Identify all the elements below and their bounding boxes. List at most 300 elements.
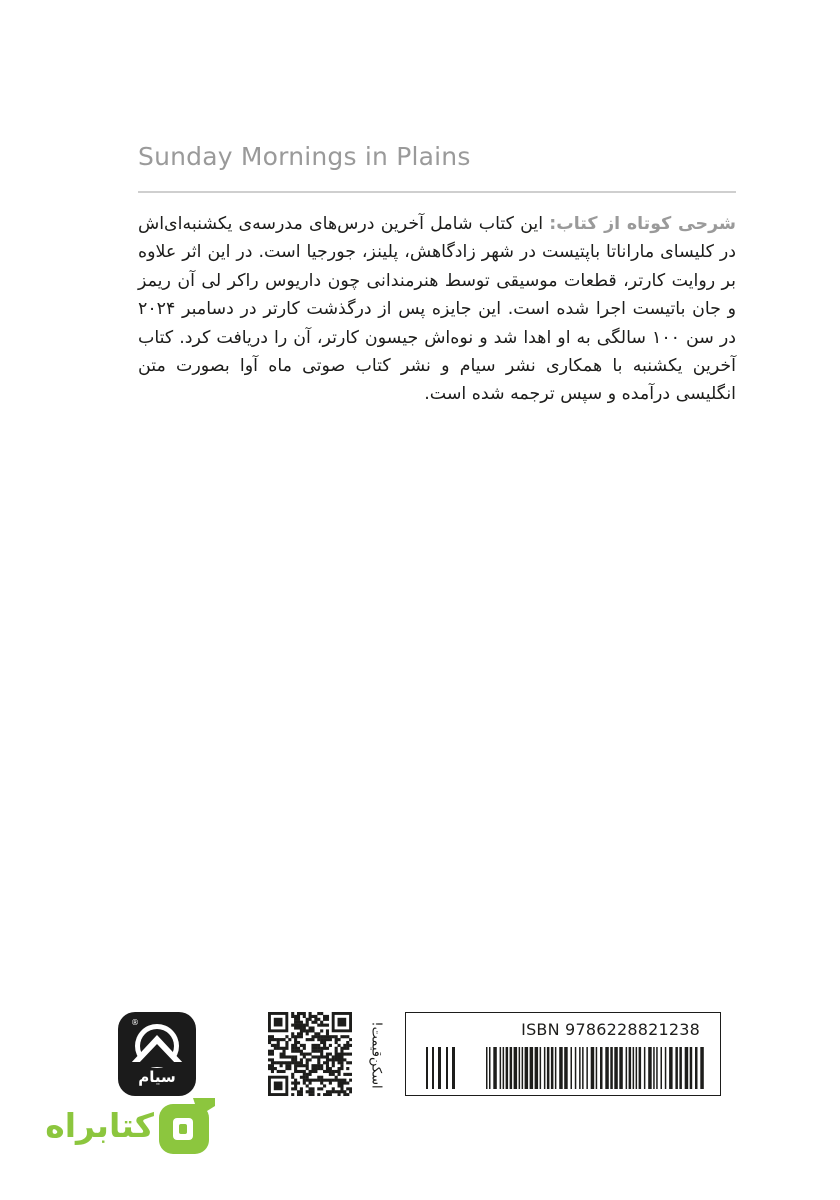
qr-module — [309, 1090, 312, 1093]
qr-module — [268, 1053, 271, 1056]
qr-module — [338, 1093, 341, 1096]
qr-module — [300, 1053, 303, 1056]
barcode-bar — [579, 1047, 581, 1089]
qr-module — [338, 1082, 341, 1085]
barcode-bar — [575, 1047, 577, 1089]
qr-module — [326, 1067, 329, 1070]
qr-module — [311, 1015, 314, 1018]
barcode-bar — [648, 1047, 652, 1089]
qr-module — [294, 1070, 297, 1073]
qr-finder — [274, 1082, 283, 1091]
barcode-bar — [636, 1047, 638, 1089]
qr-module — [309, 1082, 312, 1085]
qr-module — [282, 1038, 285, 1041]
qr-module — [323, 1047, 326, 1050]
barcode-bar — [506, 1047, 509, 1089]
barcode-bar — [679, 1047, 682, 1089]
qr-module — [314, 1047, 317, 1050]
qr-module — [309, 1015, 312, 1018]
qr-module — [309, 1038, 312, 1041]
barcode-bar — [639, 1047, 642, 1089]
qr-module — [271, 1064, 274, 1067]
qr-module — [291, 1047, 294, 1050]
qr-module — [280, 1064, 283, 1067]
qr-module — [314, 1015, 317, 1018]
qr-module — [320, 1041, 323, 1044]
qr-module — [338, 1038, 341, 1041]
qr-module — [280, 1047, 283, 1050]
qr-module — [306, 1079, 309, 1082]
qr-module — [294, 1058, 297, 1061]
qr-module — [303, 1044, 306, 1047]
qr-module — [338, 1084, 341, 1087]
qr-module — [291, 1055, 294, 1058]
qr-module — [329, 1079, 332, 1082]
barcode-bar — [653, 1047, 655, 1089]
qr-module — [340, 1082, 343, 1085]
qr-module — [294, 1061, 297, 1064]
barcode-bar — [690, 1047, 693, 1089]
qr-module — [303, 1079, 306, 1082]
qr-module — [297, 1012, 300, 1015]
qr-module — [300, 1087, 303, 1090]
qr-module — [335, 1053, 338, 1056]
qr-module — [294, 1082, 297, 1085]
qr-module — [297, 1064, 300, 1067]
qr-module — [297, 1021, 300, 1024]
qr-module — [303, 1012, 306, 1015]
qr-module — [320, 1076, 323, 1079]
qr-module — [300, 1021, 303, 1024]
qr-module — [320, 1053, 323, 1056]
qr-module — [346, 1067, 349, 1070]
qr-module — [291, 1058, 294, 1061]
qr-module — [329, 1093, 332, 1096]
barcode-bar — [685, 1047, 689, 1089]
blurb-lead: شرحی کوتاه از کتاب: — [549, 214, 736, 234]
qr-module — [326, 1055, 329, 1058]
qr-module — [282, 1055, 285, 1058]
qr-module — [268, 1050, 271, 1053]
qr-module — [294, 1047, 297, 1050]
qr-module — [329, 1035, 332, 1038]
qr-module — [300, 1070, 303, 1073]
qr-module — [332, 1079, 335, 1082]
qr-module — [317, 1044, 320, 1047]
qr-module — [326, 1093, 329, 1096]
scan-price-text: اسکن‌قیمت! — [368, 1021, 384, 1089]
qr-module — [297, 1032, 300, 1035]
qr-module — [291, 1024, 294, 1027]
qr-module — [320, 1012, 323, 1015]
qr-module — [317, 1018, 320, 1021]
barcode-bar — [530, 1047, 534, 1089]
qr-module — [349, 1044, 352, 1047]
qr-module — [329, 1070, 332, 1073]
qr-module — [300, 1024, 303, 1027]
qr-module — [280, 1038, 283, 1041]
barcode-bar — [695, 1047, 698, 1089]
qr-module — [277, 1047, 280, 1050]
qr-module — [294, 1021, 297, 1024]
qr-module — [309, 1029, 312, 1032]
qr-module — [294, 1064, 297, 1067]
qr-module — [311, 1070, 314, 1073]
qr-module — [300, 1076, 303, 1079]
barcode-prefix-bar — [452, 1047, 455, 1089]
qr-module — [285, 1044, 288, 1047]
qr-module — [317, 1055, 320, 1058]
qr-module — [320, 1024, 323, 1027]
qr-module — [309, 1070, 312, 1073]
barcode-bar — [525, 1047, 529, 1089]
qr-module — [291, 1076, 294, 1079]
qr-module — [343, 1053, 346, 1056]
barcode-bar — [510, 1047, 512, 1089]
qr-module — [317, 1067, 320, 1070]
qr-module — [288, 1038, 291, 1041]
qr-module — [300, 1064, 303, 1067]
qr-module — [303, 1073, 306, 1076]
qr-module — [320, 1079, 323, 1082]
qr-module — [323, 1035, 326, 1038]
qr-module — [271, 1038, 274, 1041]
qr-module — [297, 1015, 300, 1018]
barcode-bar — [582, 1047, 584, 1089]
qr-module — [349, 1079, 352, 1082]
qr-module — [323, 1093, 326, 1096]
qr-module — [314, 1035, 317, 1038]
qr-module — [306, 1073, 309, 1076]
qr-module — [326, 1047, 329, 1050]
qr-module — [311, 1047, 314, 1050]
qr-module — [294, 1050, 297, 1053]
qr-module — [323, 1070, 326, 1073]
qr-module — [349, 1073, 352, 1076]
qr-module — [303, 1029, 306, 1032]
qr-module — [317, 1064, 320, 1067]
qr-module — [326, 1029, 329, 1032]
qr-module — [320, 1035, 323, 1038]
qr-module — [338, 1070, 341, 1073]
qr-module — [309, 1087, 312, 1090]
qr-module — [294, 1087, 297, 1090]
qr-module — [326, 1079, 329, 1082]
qr-module — [309, 1026, 312, 1029]
barcode-prefix-bar — [438, 1047, 441, 1089]
qr-module — [311, 1079, 314, 1082]
qr-module — [332, 1058, 335, 1061]
qr-module — [297, 1093, 300, 1096]
qr-module — [297, 1018, 300, 1021]
qr-module — [303, 1064, 306, 1067]
qr-module — [340, 1053, 343, 1056]
qr-module — [346, 1035, 349, 1038]
qr-module — [329, 1073, 332, 1076]
barcode-bar — [665, 1047, 667, 1089]
qr-module — [335, 1050, 338, 1053]
qr-module — [300, 1050, 303, 1053]
qr-module — [335, 1076, 338, 1079]
qr-module — [297, 1090, 300, 1093]
qr-module — [317, 1024, 320, 1027]
qr-module — [294, 1067, 297, 1070]
qr-module — [294, 1084, 297, 1087]
qr-module — [306, 1067, 309, 1070]
qr-module — [317, 1058, 320, 1061]
qr-module — [340, 1035, 343, 1038]
qr-module — [300, 1029, 303, 1032]
store-logo — [40, 1094, 220, 1158]
qr-module — [323, 1055, 326, 1058]
qr-module — [338, 1079, 341, 1082]
qr-module — [314, 1064, 317, 1067]
qr-module — [314, 1070, 317, 1073]
qr-module — [311, 1050, 314, 1053]
qr-module — [340, 1064, 343, 1067]
qr-module — [335, 1079, 338, 1082]
qr-module — [277, 1070, 280, 1073]
qr-module — [311, 1029, 314, 1032]
registered-mark: ® — [131, 1018, 139, 1027]
barcode-bar — [547, 1047, 550, 1089]
qr-module — [277, 1061, 280, 1064]
qr-module — [311, 1026, 314, 1029]
qr-module — [294, 1079, 297, 1082]
scan-price-label — [366, 1012, 386, 1098]
qr-module — [326, 1061, 329, 1064]
qr-module — [326, 1070, 329, 1073]
qr-module — [335, 1035, 338, 1038]
qr-module — [346, 1087, 349, 1090]
qr-module — [294, 1055, 297, 1058]
barcode-bar — [564, 1047, 568, 1089]
store-name: کتابراه — [45, 1106, 154, 1145]
qr-module — [340, 1050, 343, 1053]
barcode-bar — [700, 1047, 704, 1089]
qr-module — [303, 1047, 306, 1050]
qr-module — [277, 1044, 280, 1047]
qr-module — [303, 1082, 306, 1085]
barcode-bar — [600, 1047, 603, 1089]
qr-finder — [274, 1018, 283, 1027]
qr-module — [340, 1047, 343, 1050]
qr-module — [309, 1093, 312, 1096]
qr-module — [314, 1055, 317, 1058]
qr-module — [340, 1079, 343, 1082]
qr-module — [294, 1044, 297, 1047]
qr-module — [306, 1058, 309, 1061]
qr-finder — [338, 1018, 347, 1027]
qr-module — [271, 1067, 274, 1070]
qr-module — [271, 1058, 274, 1061]
qr-module — [303, 1070, 306, 1073]
isbn-barcode — [405, 1012, 721, 1096]
qr-module — [326, 1090, 329, 1093]
qr-module — [291, 1035, 294, 1038]
qr-module — [343, 1058, 346, 1061]
qr-module — [300, 1090, 303, 1093]
qr-module — [311, 1087, 314, 1090]
barcode-bar — [586, 1047, 588, 1089]
qr-module — [349, 1053, 352, 1056]
qr-module — [326, 1058, 329, 1061]
qr-module — [280, 1055, 283, 1058]
qr-module — [300, 1061, 303, 1064]
qr-module — [343, 1044, 346, 1047]
qr-module — [343, 1090, 346, 1093]
qr-module — [291, 1044, 294, 1047]
qr-module — [340, 1067, 343, 1070]
qr-module — [297, 1082, 300, 1085]
qr-module — [297, 1024, 300, 1027]
qr-module — [311, 1021, 314, 1024]
qr-module — [323, 1084, 326, 1087]
qr-module — [346, 1044, 349, 1047]
qr-module — [271, 1050, 274, 1053]
barcode-bar — [610, 1047, 613, 1089]
qr-module — [320, 1021, 323, 1024]
qr-module — [303, 1015, 306, 1018]
qr-module — [320, 1055, 323, 1058]
qr-module — [306, 1076, 309, 1079]
qr-module — [340, 1055, 343, 1058]
qr-module — [280, 1070, 283, 1073]
qr-module — [306, 1061, 309, 1064]
qr-module — [317, 1035, 320, 1038]
qr-module — [297, 1035, 300, 1038]
qr-module — [338, 1053, 341, 1056]
qr-module — [343, 1035, 346, 1038]
qr-module — [291, 1050, 294, 1053]
qr-module — [285, 1035, 288, 1038]
barcode-bar — [596, 1047, 598, 1089]
qr-module — [326, 1038, 329, 1041]
qr-module — [329, 1038, 332, 1041]
ketabrah-k-icon — [155, 1094, 219, 1158]
qr-module — [291, 1061, 294, 1064]
qr-module — [309, 1053, 312, 1056]
qr-module — [317, 1087, 320, 1090]
barcode-bar — [544, 1047, 546, 1089]
qr-module — [311, 1055, 314, 1058]
qr-module — [320, 1050, 323, 1053]
qr-module — [291, 1093, 294, 1096]
qr-module — [323, 1018, 326, 1021]
barcode-bar — [486, 1047, 488, 1089]
qr-module — [268, 1064, 271, 1067]
qr-module — [343, 1082, 346, 1085]
qr-module — [294, 1038, 297, 1041]
publisher-logo — [118, 1012, 196, 1096]
qr-module — [282, 1050, 285, 1053]
qr-module — [309, 1058, 312, 1061]
qr-module — [329, 1053, 332, 1056]
barcode-bar — [503, 1047, 505, 1089]
book-blurb — [138, 210, 736, 409]
qr-module — [323, 1038, 326, 1041]
qr-module — [343, 1093, 346, 1096]
qr-module — [332, 1073, 335, 1076]
qr-module — [323, 1061, 326, 1064]
qr-module — [303, 1026, 306, 1029]
qr-module — [288, 1064, 291, 1067]
qr-module — [285, 1041, 288, 1044]
qr-code-icon[interactable] — [268, 1012, 352, 1096]
barcode-icon — [406, 1013, 722, 1097]
qr-module — [314, 1021, 317, 1024]
qr-module — [349, 1061, 352, 1064]
qr-module — [277, 1041, 280, 1044]
qr-module — [294, 1015, 297, 1018]
barcode-bar — [614, 1047, 618, 1089]
qr-module — [285, 1061, 288, 1064]
qr-module — [317, 1032, 320, 1035]
qr-module — [346, 1053, 349, 1056]
qr-module — [297, 1047, 300, 1050]
barcode-bar — [519, 1047, 521, 1089]
qr-module — [282, 1047, 285, 1050]
qr-module — [346, 1082, 349, 1085]
qr-module — [323, 1041, 326, 1044]
qr-module — [268, 1038, 271, 1041]
qr-module — [300, 1035, 303, 1038]
qr-module — [306, 1032, 309, 1035]
qr-module — [332, 1055, 335, 1058]
isbn-number: ISBN 9786228821238 — [521, 1020, 700, 1039]
qr-module — [346, 1047, 349, 1050]
qr-module — [300, 1044, 303, 1047]
barcode-bar — [661, 1047, 663, 1089]
barcode-bar — [633, 1047, 635, 1089]
qr-module — [268, 1041, 271, 1044]
barcode-bar — [489, 1047, 491, 1089]
qr-module — [335, 1070, 338, 1073]
qr-module — [288, 1067, 291, 1070]
qr-module — [335, 1090, 338, 1093]
qr-module — [314, 1079, 317, 1082]
qr-module — [300, 1058, 303, 1061]
qr-module — [294, 1018, 297, 1021]
qr-module — [300, 1012, 303, 1015]
qr-module — [326, 1035, 329, 1038]
qr-module — [314, 1067, 317, 1070]
qr-module — [314, 1044, 317, 1047]
qr-module — [282, 1061, 285, 1064]
barcode-bar — [629, 1047, 632, 1089]
qr-module — [268, 1058, 271, 1061]
qr-module — [303, 1053, 306, 1056]
qr-module — [291, 1032, 294, 1035]
qr-module — [311, 1090, 314, 1093]
qr-module — [314, 1032, 317, 1035]
qr-module — [326, 1053, 329, 1056]
barcode-bar — [656, 1047, 658, 1089]
barcode-bar — [626, 1047, 628, 1089]
barcode-bar — [535, 1047, 539, 1089]
qr-module — [285, 1064, 288, 1067]
qr-module — [338, 1055, 341, 1058]
barcode-bar — [619, 1047, 623, 1089]
qr-module — [338, 1067, 341, 1070]
qr-module — [349, 1087, 352, 1090]
qr-module — [291, 1073, 294, 1076]
qr-module — [306, 1064, 309, 1067]
qr-module — [340, 1058, 343, 1061]
qr-module — [291, 1012, 294, 1015]
qr-module — [329, 1044, 332, 1047]
qr-module — [340, 1084, 343, 1087]
